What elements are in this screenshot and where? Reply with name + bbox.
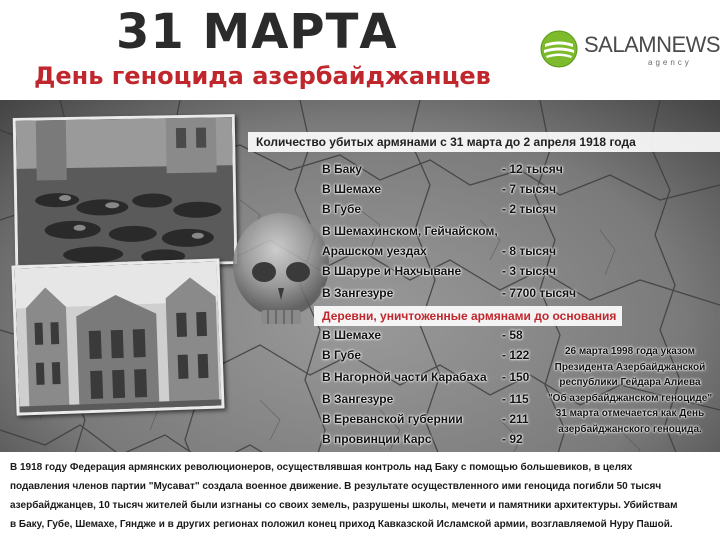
decree-line: азербайджанского геноцида. bbox=[558, 423, 702, 435]
village-place: В Нагорной части Карабаха bbox=[322, 370, 487, 384]
footer-line: в Баку, Губе, Шемахе, Гяндже и в других регионах положил конец приход Кавказской Исламской армии, возглавляемой Нуру Пашой. bbox=[10, 519, 673, 530]
killed-count: - 7700 тысяч bbox=[502, 286, 577, 300]
archive-photo-victims bbox=[13, 114, 238, 268]
salamnews-logo-icon bbox=[540, 30, 578, 68]
decree-line: Президента Азербайджанской bbox=[554, 361, 706, 373]
killed-place: В Шаруре и Нахчыване bbox=[322, 264, 462, 278]
footer-text bbox=[0, 452, 720, 540]
killed-place: В Шемахинском, Гейчайском, bbox=[322, 224, 498, 238]
page-subtitle: День геноцида азербайджанцев bbox=[34, 62, 491, 90]
village-count: - 115 bbox=[502, 392, 529, 406]
village-place: В Зангезуре bbox=[322, 392, 394, 406]
killed-place: Арашском уездах bbox=[322, 244, 427, 258]
killed-place: В Баку bbox=[322, 162, 362, 176]
village-place: В Ереванской губернии bbox=[322, 412, 463, 426]
footer-line: В 1918 году Федерация армянских революционеров, осуществлявшая контроль над Баку с помощью большевиков, в целях bbox=[10, 462, 633, 473]
killed-place: В Зангезуре bbox=[322, 286, 394, 300]
killed-count: - 7 тысяч bbox=[502, 182, 557, 196]
decree-line: 26 марта 1998 года указом bbox=[564, 346, 695, 357]
killed-place: В Шемахе bbox=[322, 182, 382, 196]
archive-photo-ruined-building bbox=[11, 258, 224, 415]
footer-line: азербайджанцев, 10 тысяч жителей были изгнаны со своих земель, разрушены школы, мечети и памятники архитектуры. Убийствам bbox=[10, 500, 678, 511]
page-title: 31 МАРТА bbox=[116, 4, 398, 60]
logo-name: SALAMNEWS bbox=[584, 32, 720, 57]
village-place: В провинции Карс bbox=[322, 432, 432, 446]
killed-count: - 2 тысяч bbox=[502, 202, 557, 216]
footer-line: подавления членов партии "Мусават" создала военное движение. В результате осуществленного ими геноцида погибли 50 тысяч bbox=[10, 481, 662, 492]
decree-line: "Об азербайджанском геноциде" bbox=[547, 392, 713, 404]
village-place: В Губе bbox=[322, 348, 362, 362]
village-count: - 122 bbox=[502, 348, 530, 362]
villages-heading: Деревни, уничтоженные армянами до основания bbox=[314, 306, 622, 326]
killed-count: - 8 тысяч bbox=[502, 244, 557, 258]
decree-note bbox=[540, 344, 720, 437]
header bbox=[0, 0, 720, 100]
village-count: - 58 bbox=[502, 328, 523, 342]
village-count: - 150 bbox=[502, 370, 530, 384]
salamnews-logo[interactable] bbox=[540, 30, 720, 72]
killed-count: - 3 тысяч bbox=[502, 264, 557, 278]
village-count: - 211 bbox=[502, 412, 529, 426]
decree-line: 31 марта отмечается как День bbox=[555, 408, 705, 419]
killed-count: - 12 тысяч bbox=[502, 162, 563, 176]
killed-place: В Губе bbox=[322, 202, 362, 216]
village-place: В Шемахе bbox=[322, 328, 382, 342]
killed-heading: Количество убитых армянами с 31 марта до 2 апреля 1918 года bbox=[248, 132, 720, 152]
decree-line: республики Гейдара Алиева bbox=[559, 377, 701, 388]
logo-tagline: agency bbox=[648, 58, 692, 67]
village-count: - 92 bbox=[502, 432, 523, 446]
